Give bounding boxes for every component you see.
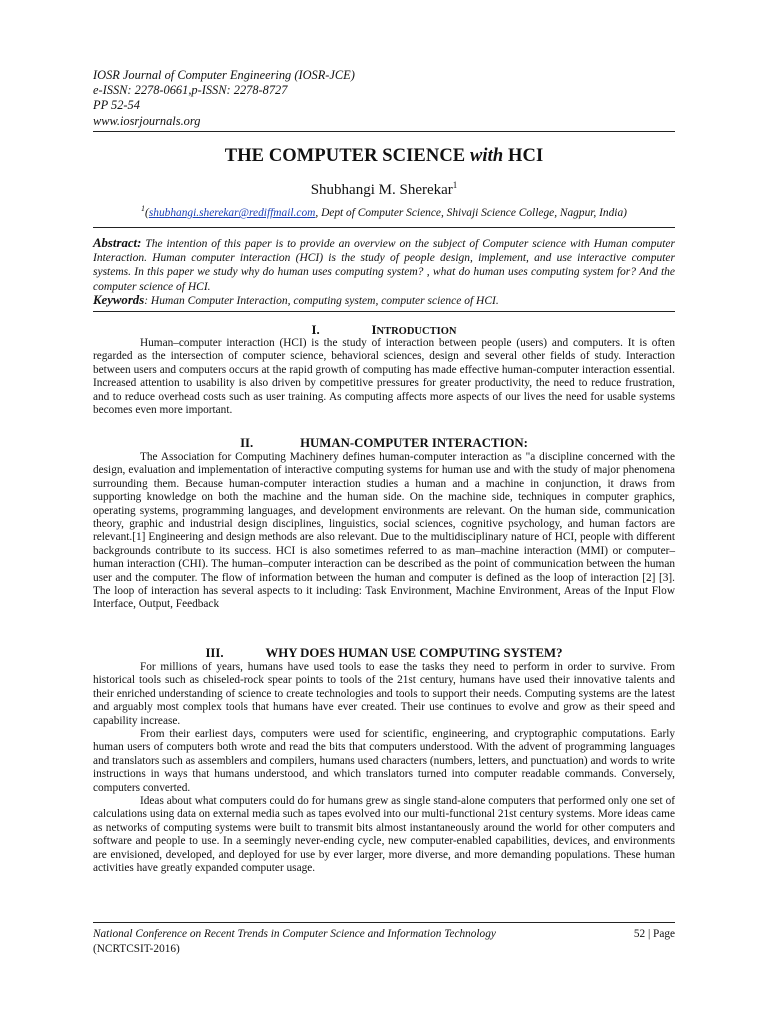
paragraph: The Association for Computing Machinery defines human-computer interaction as "a discipline concerned with the design, evaluation and implementation of interactive computing systems for human use and with the study of major phenomena surrounding them. Because human-computer interaction studies a human and a machine in conjunction, it draws from supporting knowledge on both the machine and the human side. On the machine side, techniques in computer graphics, operating systems, programming languages, and development environments are relevant. On the human side, communication theory, graphic and industrial design disciplines, linguistics, social sciences, cognitive psychology, and human factors are relevant.[1] Engineering and design methods are also relevant. Due to the multidisciplinary nature of HCI, people with different backgrounds contribute to its success. HCI is also sometimes referred to as man–machine interaction (MMI) or computer–human interaction (CHI). The human–computer interaction can be described as the point of communication between the human user and the computer. The flow of information between the human and computer is defined as the loop of interaction [2] [3]. The loop of interaction has several aspects to it including: Task Environment, Machine Environment, Areas of the Input Flow Interface, Output, Feedback [93, 451, 675, 611]
section-heading-why: III. WHY DOES HUMAN USE COMPUTING SYSTEM? [205, 646, 563, 660]
journal-pages: PP 52-54 [93, 98, 140, 113]
abstract-text: The intention of this paper is to provide an overview on the subject of Computer science with Human computer Interaction. Human computer interaction (HCI) is the study of people design, implement, and use interactive computer systems. In this paper we study why do human uses computing system? , what do human uses computing system for? And the computer science of HCI. [93, 238, 675, 293]
footer-acronym: (NCRTCSIT-2016) [93, 943, 180, 955]
page-number: 52 | Page [633, 928, 675, 940]
paragraph: From their earliest days, computers were used for scientific, engineering, and cryptographic computations. Early human users of computers both wrote and read the bits that computers understood. With the advent of programming languages and translators such as assemblers and compilers, humans used characters (numbers, letters, and punctuation) and words to write instructions in ways that humans understood, and which translators turned into computer readable commands. Conversely, computers converted. [93, 728, 675, 794]
abstract [93, 236, 675, 294]
author-name: Shubhangi M. Sherekar [310, 182, 453, 198]
abstract-bottom-rule [93, 311, 675, 312]
footer [93, 928, 675, 940]
paragraph: For millions of years, humans have used tools to ease the tasks they need to perform in order to survive. From historical tools such as chiseled-rock spear points to tools of the 21st century, humans have used their innovative talents and their enriched understanding of science to create technologies and tools to support their needs. Computing systems are the latest and arguably most complex tools that humans have ever created. Their use continues to evolve and grow as their speed and capability increase. [93, 661, 675, 727]
section-body-why [93, 661, 675, 876]
author-email-link[interactable]: shubhangi.sherekar@rediffmail.com [148, 207, 316, 219]
journal-issn: e-ISSN: 2278-0661,p-ISSN: 2278-8727 [93, 83, 288, 98]
author-line: Shubhangi M. Sherekar$^1$ [310, 180, 458, 198]
abstract-top-rule [93, 227, 675, 228]
affiliation-line: $^1$(shubhangi.sherekar@rediffmail.com, Dept of Computer Science, Shivaji Science College, Nagpur, India) [141, 204, 627, 219]
footer-rule [93, 922, 675, 923]
footer-conference: National Conference on Recent Trends in Computer Science and Information Technology [93, 928, 496, 940]
paper-title: THE COMPUTER SCIENCE with HCI [224, 146, 544, 166]
header-rule [93, 131, 675, 132]
section-body-introduction [93, 337, 675, 417]
keywords-text: : Human Computer Interaction, computing system, computer science of HCI. [144, 295, 499, 307]
journal-name: IOSR Journal of Computer Engineering (IOSR-JCE) [93, 68, 355, 82]
paragraph: Human–computer interaction (HCI) is the study of interaction between people (users) and computers. It is often regarded as the intersection of computer science, behavioral sciences, design and several other fields of study. Interaction between users and computers occurs at the rapid growth of computing has made effective human-computer interaction essential. Increased attention to usability is also driven by competitive pressures for greater productivity, the need to reduce frustration, and to reduce overhead costs such as user training. As computing affects more aspects of our lives the need for usable systems becomes even more important. [93, 337, 675, 417]
section-heading-hci: II. HUMAN-COMPUTER INTERACTION: [240, 436, 528, 450]
abstract-label: Abstract: [93, 236, 142, 250]
section-body-hci [93, 451, 675, 612]
keywords-label: Keywords [93, 293, 145, 307]
keywords [93, 293, 675, 308]
section-heading-introduction: I. INTRODUCTION [311, 323, 457, 337]
paragraph: Ideas about what computers could do for humans grew as single stand-alone computers that performed only one set of calculations using data on external media such as tapes evolved into our multi-functional 21st century systems. More ideas came as networks of computing systems were built to transmit bits almost instantaneously around the world for other computers and software and people to use. In a seemingly never-ending cycle, new computer-enabled capabilities, devices, and environments are envisioned, developed, and deployed for use by ever larger, more diverse, and more demanding populations. These human activities have greatly expanded computer usage. [93, 795, 675, 875]
journal-header [93, 68, 355, 129]
journal-website: www.iosrjournals.org [93, 113, 201, 128]
